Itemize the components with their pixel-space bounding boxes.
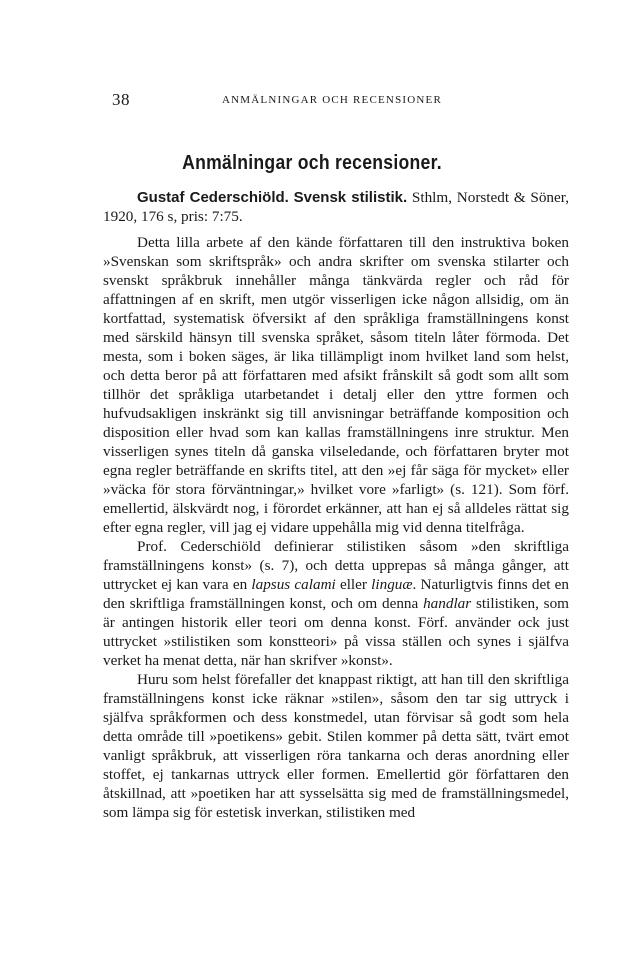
paragraph-2-text-c: . Naturligtvis finns det en den skriftliga framställningen konst, och om denna bbox=[103, 576, 569, 612]
paragraph-2 bbox=[103, 537, 569, 670]
paragraph-1: Detta lilla arbete af den kände författaren till den instruktiva boken »Svenskan som skriftspråk» och andra skrifter om svenska stilarter och svenskt språkbruk innehåller många tänkvärda regler och råd för affattningen af en skrift, men utgör visserligen icke någon allsidig, om än kortfattad, systematisk öfversikt af den språkliga framställningens konst med särskild hänsyn till svenska språket, såsom titeln låter förmoda. Det mesta, som i boken säges, är lika tillämpligt inom hvilket land som helst, och detta beror på att författaren med afsikt frånskilt så godt som allt som tillhör det språkliga utarbetandet i detalj eller den yttre formen och hufvudsakligen inskränkt sig till anvisningar beträffande komposition och disposition eller hvad som kan kallas framställningens inre struktur. Men visserligen synes titeln då ganska vilseledande, och författaren bryter mot egna regler beträffande en skrifts titel, att den »ej får säga för mycket» eller »väcka för stora förväntningar,» hvilket vore »farligt» (s. 121). Som förf. emellertid, älskvärdt nog, i förordet erkänner, att han ej så alldeles rättat sig efter egna regler, vill jag ej vidare uppehålla mig vid denna titelfråga. bbox=[103, 234, 569, 536]
paragraph-2-italic-lapsus: lapsus calami bbox=[251, 576, 336, 593]
paragraph-2-italic-handlar: handlar bbox=[423, 595, 472, 612]
review-publication-info: Sthlm, Norstedt & Söner, 1920, 176 s, pris: 7:75. bbox=[103, 189, 570, 225]
body-text bbox=[103, 188, 569, 822]
section-title: Anmälningar och recensioner. bbox=[182, 152, 442, 174]
paragraph-2-text-a: Prof. Cederschiöld definierar stilistiken såsom »den skriftliga framställningens konst» (s. 7), och detta upprepas så många gånger, att uttrycket ej kan vara en bbox=[103, 538, 569, 593]
page-number: 38 bbox=[112, 90, 130, 109]
paragraph-2-italic-linguae: linguæ bbox=[371, 576, 413, 593]
review-book-title: Svensk stilistik. bbox=[293, 189, 408, 206]
review-heading bbox=[103, 188, 569, 226]
running-head: ANMÄLNINGAR OCH RECENSIONER bbox=[221, 94, 442, 106]
paragraph-3: Huru som helst förefaller det knappast riktigt, att han till den skriftliga framställningens konst icke räknar »stilen», såsom den tar sig uttryck i själfva språkformen och dess konstmedel, utan förvisar så godt som hela detta område till »poetikens» gebit. Stilen kommer på detta sätt, tvärt emot vanligt språkbruk, att visserligen röra tankarna och deras anordning eller stoffet, ej tankarnas uttryck eller formen. Emellertid gör författaren den åtskillnad, att »poetiken har att sysselsätta sig med de framställningsmedel, som lämpa sig för estetisk inverkan, stilistiken med bbox=[103, 671, 569, 821]
paragraph-2-text-b: eller bbox=[335, 576, 372, 593]
paragraph-2-text-d: stilistiken, som är antingen historik eller teori om denna konst. Förf. använder ock just uttrycket »stilistiken som konstteori» på vissa ställen och synes i själfva verket ha menat detta, när han skrifver »konst». bbox=[103, 595, 569, 669]
review-author: Gustaf Cederschiöld. bbox=[137, 189, 289, 206]
